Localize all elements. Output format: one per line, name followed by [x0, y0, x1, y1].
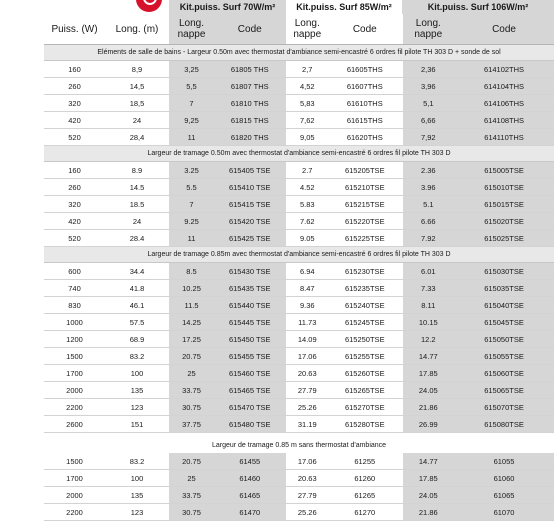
table-cell: 7.62	[286, 213, 328, 230]
kit-title-1: Kit.puiss. Surf 70W/m²	[169, 0, 286, 14]
header-long-nappe-line1: Long.	[415, 18, 441, 29]
table-cell: 615040TSE	[454, 297, 554, 314]
kit-title-3: Kit.puiss. Surf 106W/m²	[402, 0, 554, 14]
table-cell: 20.75	[169, 453, 214, 470]
table-cell: 614110THS	[454, 129, 554, 146]
table-cell: 614104THS	[454, 78, 554, 95]
table-cell: 30.75	[169, 504, 214, 521]
header-long-nappe-line1: Long.	[178, 18, 205, 29]
table-cell: 615050TSE	[454, 331, 554, 348]
section-title: Largeur de tramage 0.85m avec thermostat d'ambiance semi-encastré 6 ordres fil pilote TH 303 D	[44, 247, 554, 263]
table-cell: 1000	[44, 314, 105, 331]
table-cell: 27.79	[286, 487, 328, 504]
table-cell: 615010TSE	[454, 179, 554, 196]
table-cell: 61255	[328, 453, 402, 470]
table-cell: 615445 TSE	[214, 314, 286, 331]
table-cell: 160	[44, 162, 105, 179]
header-puissance: Puiss. (W)	[44, 14, 105, 45]
table-cell: 1500	[44, 453, 105, 470]
table-row	[44, 179, 554, 196]
section-title-row	[44, 247, 554, 263]
table-cell: 520	[44, 129, 105, 146]
section-title-row	[44, 438, 554, 453]
table-cell: 615205TSE	[328, 162, 402, 179]
table-cell: 21.86	[402, 504, 454, 521]
kit-title-2: Kit.puiss. Surf 85W/m²	[296, 2, 392, 12]
table-cell: 12.2	[402, 331, 454, 348]
table-cell: 5.1	[402, 196, 454, 213]
table-cell: 34.4	[105, 263, 169, 280]
table-row	[44, 213, 554, 230]
table-cell: 61055	[454, 453, 554, 470]
table-cell: 14.5	[105, 179, 169, 196]
table-cell: 615230TSE	[328, 263, 402, 280]
table-cell: 615430 TSE	[214, 263, 286, 280]
table-cell: 2200	[44, 399, 105, 416]
table-row	[44, 314, 554, 331]
table-cell: 615005TSE	[454, 162, 554, 179]
table-cell: 615030TSE	[454, 263, 554, 280]
table-cell: 600	[44, 263, 105, 280]
table-cell: 9.36	[286, 297, 328, 314]
table-cell: 4,52	[286, 78, 328, 95]
table-cell: 2000	[44, 487, 105, 504]
table-cell: 8.9	[105, 162, 169, 179]
table-cell: 17.25	[169, 331, 214, 348]
table-cell: 46.1	[105, 297, 169, 314]
table-cell: 614106THS	[454, 95, 554, 112]
table-cell: 260	[44, 179, 105, 196]
table-row	[44, 280, 554, 297]
table-cell: 615065TSE	[454, 382, 554, 399]
table-cell: 1500	[44, 348, 105, 365]
table-row	[44, 504, 554, 521]
table-cell: 61607THS	[328, 78, 402, 95]
table-cell: 615420 TSE	[214, 213, 286, 230]
table-cell: 17.85	[402, 470, 454, 487]
section-title: Largeur de tramage 0.85 m sans thermostat d'ambiance	[44, 438, 554, 453]
table-cell: 61260	[328, 470, 402, 487]
table-cell: 61270	[328, 504, 402, 521]
header-long-nappe	[286, 14, 328, 45]
header-long-nappe-line1: Long.	[294, 18, 320, 29]
table-cell: 61460	[214, 470, 286, 487]
table-cell: 21.86	[402, 399, 454, 416]
table-cell: 615250TSE	[328, 331, 402, 348]
table-cell: 1700	[44, 365, 105, 382]
header-long-nappe-line2: nappe	[293, 29, 322, 40]
table-cell: 18,5	[105, 95, 169, 112]
table-cell: 5.83	[286, 196, 328, 213]
table-cell: 135	[105, 382, 169, 399]
table-cell: 8,9	[105, 61, 169, 78]
table-cell: 615425 TSE	[214, 230, 286, 247]
table-cell: 8.11	[402, 297, 454, 314]
table-cell: 615280TSE	[328, 416, 402, 433]
table-cell: 615235TSE	[328, 280, 402, 297]
table-cell: 420	[44, 112, 105, 129]
table-cell: 614108THS	[454, 112, 554, 129]
section-title-row	[44, 146, 554, 162]
table-cell: 11	[169, 129, 214, 146]
table-cell: 1200	[44, 331, 105, 348]
table-cell: 615035TSE	[454, 280, 554, 297]
table-cell: 5,1	[402, 95, 454, 112]
table-cell: 151	[105, 416, 169, 433]
table-cell: 17.06	[286, 453, 328, 470]
table-cell: 3,96	[402, 78, 454, 95]
table-row	[44, 348, 554, 365]
table-cell: 24.05	[402, 487, 454, 504]
table-row	[44, 162, 554, 179]
table-cell: 1700	[44, 470, 105, 487]
table-cell: 28,4	[105, 129, 169, 146]
table-cell: 740	[44, 280, 105, 297]
table-cell: 615080TSE	[454, 416, 554, 433]
table-cell: 25	[169, 365, 214, 382]
table-cell: 615060TSE	[454, 365, 554, 382]
table-cell: 4.52	[286, 179, 328, 196]
table-cell: 615450 TSE	[214, 331, 286, 348]
kit-spacer	[44, 0, 169, 14]
table-cell: 615215TSE	[328, 196, 402, 213]
table-cell: 100	[105, 365, 169, 382]
table-cell: 615465 TSE	[214, 382, 286, 399]
table-cell: 2.7	[286, 162, 328, 179]
table-cell: 11.5	[169, 297, 214, 314]
table-row	[44, 331, 554, 348]
table-cell: 615460 TSE	[214, 365, 286, 382]
table-row	[44, 453, 554, 470]
table-cell: 61465	[214, 487, 286, 504]
table-cell: 8.5	[169, 263, 214, 280]
table-cell: 61470	[214, 504, 286, 521]
table-cell: 3.96	[402, 179, 454, 196]
table-cell: 615405 TSE	[214, 162, 286, 179]
table-row	[44, 61, 554, 78]
table-cell: 7.33	[402, 280, 454, 297]
table-cell: 615020TSE	[454, 213, 554, 230]
table-cell: 123	[105, 504, 169, 521]
table-cell: 33.75	[169, 382, 214, 399]
table-row	[44, 382, 554, 399]
table-cell: 615240TSE	[328, 297, 402, 314]
table-cell: 83.2	[105, 348, 169, 365]
section-title: Largeur de tramage 0.50m avec thermostat d'ambiance semi-encastré 6 ordres fil pilote TH 303 D	[44, 146, 554, 162]
table-cell: 9,25	[169, 112, 214, 129]
table-cell: 615055TSE	[454, 348, 554, 365]
table-cell: 6.01	[402, 263, 454, 280]
table-cell: 61065	[454, 487, 554, 504]
header-code: Code	[328, 14, 402, 45]
header-long-nappe	[402, 14, 454, 45]
table-cell: 14.25	[169, 314, 214, 331]
column-header-row	[44, 14, 554, 45]
header-long-nappe-line2: nappe	[177, 29, 206, 40]
table-cell: 260	[44, 78, 105, 95]
table-row	[44, 416, 554, 433]
table-cell: 9.25	[169, 213, 214, 230]
table-cell: 615435 TSE	[214, 280, 286, 297]
table-cell: 615455 TSE	[214, 348, 286, 365]
table-cell: 123	[105, 399, 169, 416]
table-row	[44, 78, 554, 95]
header-code: Code	[214, 14, 286, 45]
table-cell: 68.9	[105, 331, 169, 348]
table-cell: 25	[169, 470, 214, 487]
product-table	[44, 0, 554, 521]
table-cell: 61807 THS	[214, 78, 286, 95]
table-row	[44, 399, 554, 416]
section-title-row	[44, 45, 554, 61]
section-title: Eléments de salle de bains - Largeur 0.50m avec thermostat d'ambiance semi-encastré 6 ordres fil pilote TH 303 D + sonde de sol	[44, 45, 554, 61]
table-cell: 41.8	[105, 280, 169, 297]
table-cell: 57.5	[105, 314, 169, 331]
table-cell: 520	[44, 230, 105, 247]
table-cell: 2600	[44, 416, 105, 433]
table-cell: 5,83	[286, 95, 328, 112]
table-cell: 61070	[454, 504, 554, 521]
table-cell: 24	[105, 112, 169, 129]
table-cell: 615470 TSE	[214, 399, 286, 416]
table-cell: 3.25	[169, 162, 214, 179]
table-cell: 83.2	[105, 453, 169, 470]
table-cell: 61455	[214, 453, 286, 470]
table-cell: 37.75	[169, 416, 214, 433]
table-cell: 2000	[44, 382, 105, 399]
table-cell: 615045TSE	[454, 314, 554, 331]
table-cell: 830	[44, 297, 105, 314]
table-cell: 61265	[328, 487, 402, 504]
table-cell: 614102THS	[454, 61, 554, 78]
table-cell: 17.06	[286, 348, 328, 365]
table-cell: 7.92	[402, 230, 454, 247]
table-cell: 6.66	[402, 213, 454, 230]
table-cell: 5,5	[169, 78, 214, 95]
table-cell: 615415 TSE	[214, 196, 286, 213]
table-cell: 14.77	[402, 453, 454, 470]
table-cell: 24	[105, 213, 169, 230]
table-cell: 6,66	[402, 112, 454, 129]
table-cell: 20.63	[286, 470, 328, 487]
table-cell: 615410 TSE	[214, 179, 286, 196]
table-cell: 7	[169, 196, 214, 213]
table-row	[44, 95, 554, 112]
table-cell: 7,92	[402, 129, 454, 146]
table-cell: 2,36	[402, 61, 454, 78]
table-cell: 61615THS	[328, 112, 402, 129]
table-cell: 135	[105, 487, 169, 504]
table-cell: 615255TSE	[328, 348, 402, 365]
table-row	[44, 263, 554, 280]
table-cell: 61620THS	[328, 129, 402, 146]
table-row	[44, 230, 554, 247]
table-cell: 615225TSE	[328, 230, 402, 247]
table-cell: 2200	[44, 504, 105, 521]
table-cell: 14.09	[286, 331, 328, 348]
table-cell: 615440 TSE	[214, 297, 286, 314]
table-cell: 3,25	[169, 61, 214, 78]
table-cell: 615270TSE	[328, 399, 402, 416]
table-row	[44, 470, 554, 487]
table-cell: 320	[44, 95, 105, 112]
table-cell: 28.4	[105, 230, 169, 247]
header-long-nappe-line2: nappe	[414, 29, 443, 40]
table-row	[44, 297, 554, 314]
table-cell: 11.73	[286, 314, 328, 331]
table-cell: 11	[169, 230, 214, 247]
table-cell: 31.19	[286, 416, 328, 433]
table-cell: 10.25	[169, 280, 214, 297]
header-long-nappe	[169, 14, 214, 45]
table-row	[44, 112, 554, 129]
table-row	[44, 129, 554, 146]
table-cell: 9,05	[286, 129, 328, 146]
table-cell: 20.75	[169, 348, 214, 365]
table-cell: 615480 TSE	[214, 416, 286, 433]
table-cell: 61805 THS	[214, 61, 286, 78]
table-cell: 615260TSE	[328, 365, 402, 382]
table-cell: 18.5	[105, 196, 169, 213]
table-cell: 615070TSE	[454, 399, 554, 416]
table-cell: 24.05	[402, 382, 454, 399]
table-cell: 61820 THS	[214, 129, 286, 146]
table-row	[44, 365, 554, 382]
table-cell: 7,62	[286, 112, 328, 129]
table-cell: 25.26	[286, 399, 328, 416]
table-cell: 100	[105, 470, 169, 487]
table-cell: 320	[44, 196, 105, 213]
table-cell: 615210TSE	[328, 179, 402, 196]
table-cell: 61815 THS	[214, 112, 286, 129]
table-cell: 27.79	[286, 382, 328, 399]
table-cell: 160	[44, 61, 105, 78]
table-cell: 615265TSE	[328, 382, 402, 399]
table-cell: 2,7	[286, 61, 328, 78]
table-cell: 25.26	[286, 504, 328, 521]
table-cell: 5.5	[169, 179, 214, 196]
table-cell: 10.15	[402, 314, 454, 331]
table-cell: 7	[169, 95, 214, 112]
table-cell: 61610THS	[328, 95, 402, 112]
kit-header-row	[44, 0, 554, 14]
header-longueur: Long. (m)	[105, 14, 169, 45]
table-cell: 2.36	[402, 162, 454, 179]
table-cell: 615245TSE	[328, 314, 402, 331]
table-cell: 8.47	[286, 280, 328, 297]
table-cell: 30.75	[169, 399, 214, 416]
table-cell: 615220TSE	[328, 213, 402, 230]
table-cell: 26.99	[402, 416, 454, 433]
table-cell: 420	[44, 213, 105, 230]
table-cell: 6.94	[286, 263, 328, 280]
table-cell: 61060	[454, 470, 554, 487]
table-cell: 615015TSE	[454, 196, 554, 213]
header-code: Code	[454, 14, 554, 45]
table-cell: 33.75	[169, 487, 214, 504]
table-row	[44, 196, 554, 213]
table-cell: 61605THS	[328, 61, 402, 78]
table-cell: 17.85	[402, 365, 454, 382]
table-cell: 14.77	[402, 348, 454, 365]
table-cell: 20.63	[286, 365, 328, 382]
table-cell: 61810 THS	[214, 95, 286, 112]
table-cell: 14,5	[105, 78, 169, 95]
table-row	[44, 487, 554, 504]
table-cell: 615025TSE	[454, 230, 554, 247]
table-cell: 9.05	[286, 230, 328, 247]
